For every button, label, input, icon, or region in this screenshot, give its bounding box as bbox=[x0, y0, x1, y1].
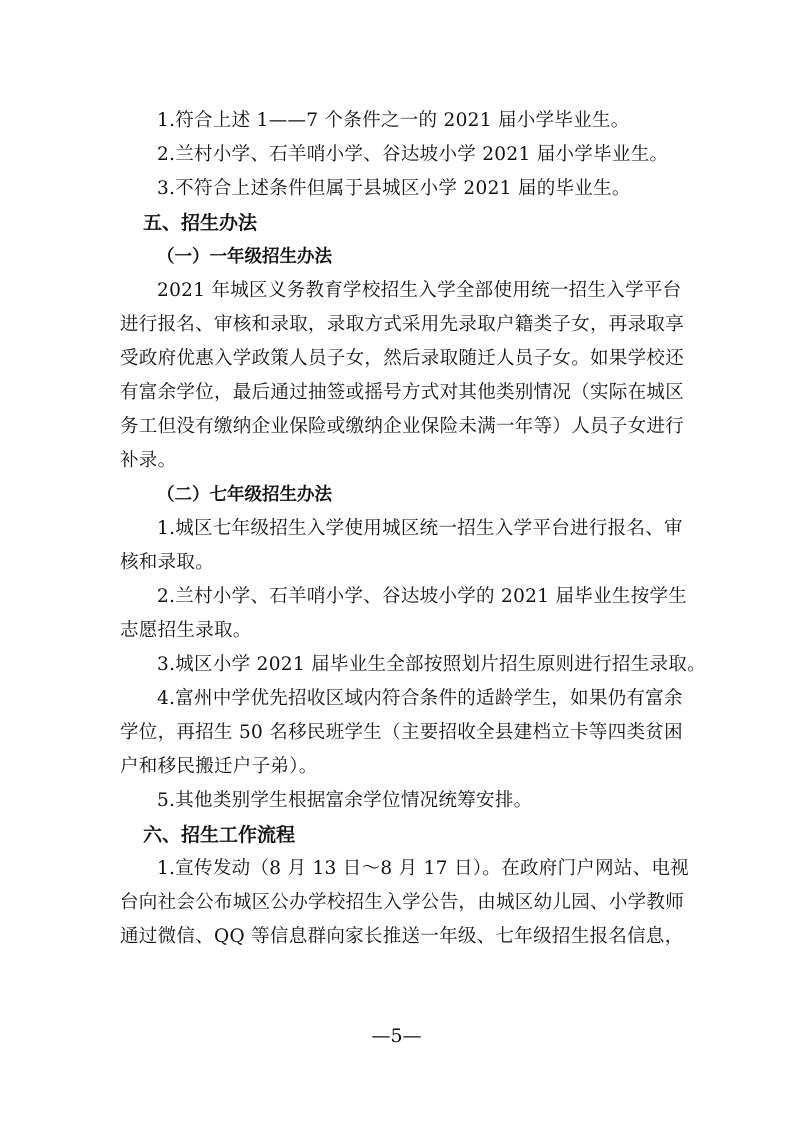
subsection-heading-1: （一）一年级招生办法 bbox=[157, 247, 332, 267]
paragraph-line: 5.其他类别学生根据富余学位情况统筹安排。 bbox=[157, 790, 533, 811]
paragraph-item-1: 1.符合上述 1——7 个条件之一的 2021 届小学毕业生。 bbox=[157, 110, 630, 131]
paragraph-line: 进行报名、审核和录取，录取方式采用先录取户籍类子女，再录取享 bbox=[120, 314, 685, 335]
paragraph-line: 通过微信、QQ 等信息群向家长推送一年级、七年级招生报名信息， bbox=[120, 926, 684, 947]
paragraph-line: 4.富州中学优先招收区域内符合条件的适龄学生，如果仍有富余 bbox=[157, 688, 683, 709]
subsection-heading-2: （二）七年级招生办法 bbox=[157, 485, 332, 505]
paragraph-line: 2.兰村小学、石羊哨小学、谷达坡小学的 2021 届毕业生按学生 bbox=[157, 586, 688, 607]
section-heading-6: 六、招生工作流程 bbox=[143, 824, 296, 846]
paragraph-line: 3.城区小学 2021 届毕业生全部按照划片招生原则进行招生录取。 bbox=[157, 654, 706, 675]
page-number: —5— bbox=[371, 1025, 422, 1047]
paragraph-line: 2021 年城区义务教育学校招生入学全部使用统一招生入学平台 bbox=[157, 280, 682, 301]
paragraph-line: 台向社会公布城区公办学校招生入学公告，由城区幼儿园、小学教师 bbox=[120, 892, 685, 913]
paragraph-line: 学位，再招生 50 名移民班学生（主要招收全县建档立卡等四类贫困 bbox=[120, 722, 683, 743]
section-heading-5: 五、招生办法 bbox=[143, 212, 258, 234]
paragraph-line: 户和移民搬迁户子弟）。 bbox=[120, 756, 318, 777]
paragraph-line: 受政府优惠入学政策人员子女，然后录取随迁人员子女。如果学校还 bbox=[120, 348, 685, 369]
paragraph-line: 1.宣传发动（8 月 13 日～8 月 17 日）。在政府门户网站、电视 bbox=[157, 858, 690, 879]
paragraph-item-3: 3.不符合上述条件但属于县城区小学 2021 届的毕业生。 bbox=[157, 178, 631, 199]
paragraph-line: 1.城区七年级招生入学使用城区统一招生入学平台进行报名、审 bbox=[157, 518, 683, 539]
paragraph-line: 志愿招生录取。 bbox=[120, 620, 252, 641]
paragraph-line: 核和录取。 bbox=[120, 552, 215, 573]
paragraph-item-2: 2.兰村小学、石羊哨小学、谷达坡小学 2021 届小学毕业生。 bbox=[157, 144, 669, 165]
paragraph-line: 补录。 bbox=[120, 450, 177, 471]
paragraph-line: 务工但没有缴纳企业保险或缴纳企业保险未满一年等）人员子女进行 bbox=[120, 416, 685, 437]
paragraph-line: 有富余学位，最后通过抽签或摇号方式对其他类别情况（实际在城区 bbox=[120, 382, 685, 403]
